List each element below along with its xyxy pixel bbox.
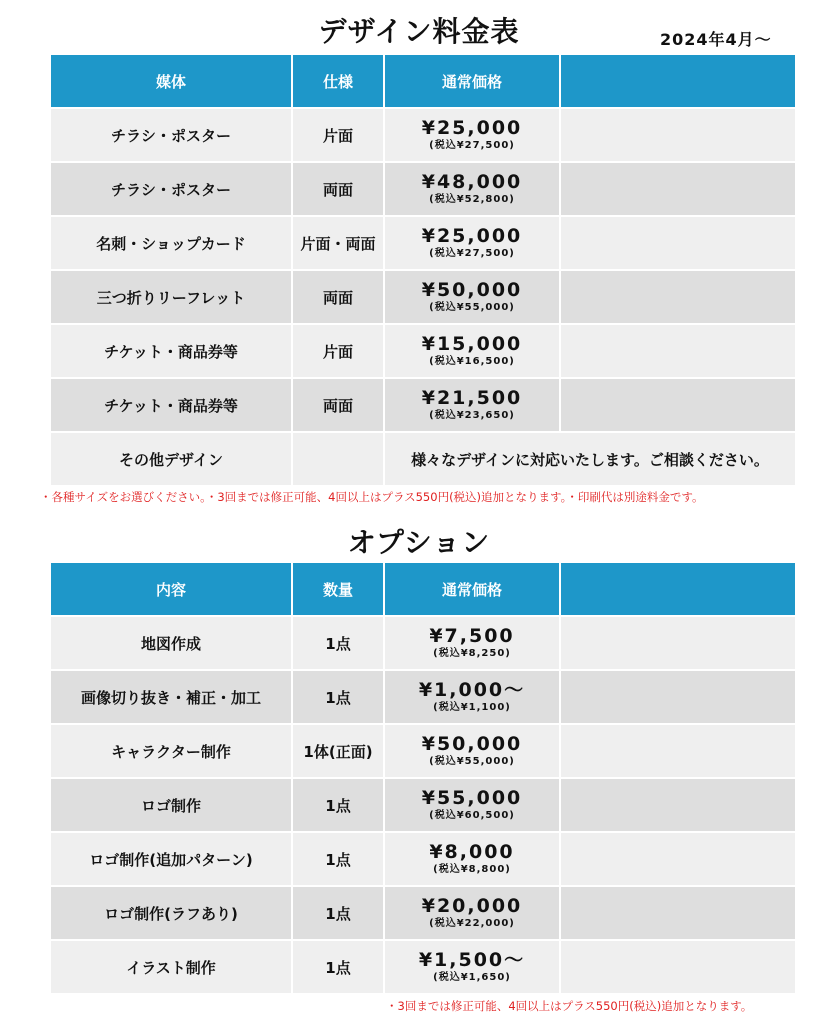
page-title: デザイン料金表 xyxy=(318,15,520,48)
table-row xyxy=(51,377,795,431)
design-pricing-table xyxy=(51,55,795,485)
price-value: ¥20,000 xyxy=(421,895,523,917)
other-design-note: 様々なデザインに対応いたします。ご相談ください。 xyxy=(385,431,795,485)
price-tax: (税込¥8,800) xyxy=(433,864,511,875)
media-cell: チケット・商品券等 xyxy=(51,377,293,431)
media-cell: その他デザイン xyxy=(51,431,293,485)
price-value: ¥50,000 xyxy=(421,279,523,301)
media-cell: チラシ・ポスター xyxy=(51,161,293,215)
header-blank xyxy=(561,563,795,615)
price-value: ¥15,000 xyxy=(421,333,523,355)
price-tax: (税込¥1,650) xyxy=(433,972,511,983)
price-value: ¥55,000 xyxy=(421,787,523,809)
header-price: 通常価格 xyxy=(385,55,561,107)
blank-cell xyxy=(561,269,795,323)
price-cell xyxy=(385,615,561,669)
pricing-footnote: ・各種サイズをお選びください。・3回までは修正可能、4回以上はプラス550円(税込)追加となります。・印刷代は別途料金です。 xyxy=(40,490,704,504)
table-header-row xyxy=(51,563,795,615)
item-cell: ロゴ制作(ラフあり) xyxy=(51,885,293,939)
blank-cell xyxy=(561,107,795,161)
table-row xyxy=(51,161,795,215)
price-cell xyxy=(385,107,561,161)
table-row xyxy=(51,107,795,161)
table-row xyxy=(51,939,795,993)
qty-cell: 1点 xyxy=(293,669,385,723)
table-row xyxy=(51,215,795,269)
blank-cell xyxy=(561,831,795,885)
qty-cell: 1点 xyxy=(293,939,385,993)
price-tax: (税込¥27,500) xyxy=(429,140,515,151)
media-cell: チラシ・ポスター xyxy=(51,107,293,161)
media-cell: 三つ折りリーフレット xyxy=(51,269,293,323)
price-cell xyxy=(385,723,561,777)
price-cell xyxy=(385,269,561,323)
spec-cell xyxy=(293,431,385,485)
price-value: ¥1,500〜 xyxy=(418,949,526,971)
price-tax: (税込¥23,650) xyxy=(429,410,515,421)
blank-cell xyxy=(561,161,795,215)
media-cell: チケット・商品券等 xyxy=(51,323,293,377)
price-tax: (税込¥8,250) xyxy=(433,648,511,659)
price-tax: (税込¥27,500) xyxy=(429,248,515,259)
table-row xyxy=(51,777,795,831)
price-cell xyxy=(385,939,561,993)
price-cell xyxy=(385,831,561,885)
price-value: ¥25,000 xyxy=(421,117,523,139)
qty-cell: 1点 xyxy=(293,615,385,669)
price-value: ¥50,000 xyxy=(421,733,523,755)
header-item: 内容 xyxy=(51,563,293,615)
price-value: ¥8,000 xyxy=(429,841,515,863)
blank-cell xyxy=(561,669,795,723)
effective-date: 2024年4月〜 xyxy=(660,30,772,49)
price-tax: (税込¥55,000) xyxy=(429,756,515,767)
header-blank xyxy=(561,55,795,107)
price-cell xyxy=(385,161,561,215)
price-cell xyxy=(385,777,561,831)
price-tax: (税込¥16,500) xyxy=(429,356,515,367)
media-cell: 名刺・ショップカード xyxy=(51,215,293,269)
spec-cell: 両面 xyxy=(293,377,385,431)
table-row xyxy=(51,269,795,323)
header-qty: 数量 xyxy=(293,563,385,615)
header-media: 媒体 xyxy=(51,55,293,107)
options-pricing-table xyxy=(51,563,795,993)
price-tax: (税込¥1,100) xyxy=(433,702,511,713)
blank-cell xyxy=(561,777,795,831)
table-row xyxy=(51,723,795,777)
spec-cell: 両面 xyxy=(293,161,385,215)
table-row xyxy=(51,615,795,669)
options-footnote: ・3回までは修正可能、4回以上はプラス550円(税込)追加となります。 xyxy=(386,999,753,1013)
qty-cell: 1点 xyxy=(293,831,385,885)
qty-cell: 1点 xyxy=(293,777,385,831)
table-row xyxy=(51,323,795,377)
qty-cell: 1点 xyxy=(293,885,385,939)
price-cell xyxy=(385,323,561,377)
price-cell xyxy=(385,885,561,939)
table-row-other xyxy=(51,431,795,485)
item-cell: イラスト制作 xyxy=(51,939,293,993)
item-cell: 画像切り抜き・補正・加工 xyxy=(51,669,293,723)
price-tax: (税込¥55,000) xyxy=(429,302,515,313)
item-cell: ロゴ制作(追加パターン) xyxy=(51,831,293,885)
price-tax: (税込¥52,800) xyxy=(429,194,515,205)
spec-cell: 片面・両面 xyxy=(293,215,385,269)
header-spec: 仕様 xyxy=(293,55,385,107)
item-cell: ロゴ制作 xyxy=(51,777,293,831)
spec-cell: 片面 xyxy=(293,107,385,161)
item-cell: 地図作成 xyxy=(51,615,293,669)
price-value: ¥21,500 xyxy=(421,387,523,409)
price-cell xyxy=(385,669,561,723)
price-value: ¥1,000〜 xyxy=(418,679,526,701)
price-cell xyxy=(385,215,561,269)
qty-cell: 1体(正面) xyxy=(293,723,385,777)
blank-cell xyxy=(561,723,795,777)
blank-cell xyxy=(561,377,795,431)
blank-cell xyxy=(561,939,795,993)
table-row xyxy=(51,669,795,723)
blank-cell xyxy=(561,215,795,269)
price-tax: (税込¥22,000) xyxy=(429,918,515,929)
table-row xyxy=(51,885,795,939)
price-value: ¥48,000 xyxy=(421,171,523,193)
price-value: ¥25,000 xyxy=(421,225,523,247)
price-value: ¥7,500 xyxy=(429,625,515,647)
blank-cell xyxy=(561,323,795,377)
spec-cell: 両面 xyxy=(293,269,385,323)
blank-cell xyxy=(561,885,795,939)
header-price: 通常価格 xyxy=(385,563,561,615)
spec-cell: 片面 xyxy=(293,323,385,377)
item-cell: キャラクター制作 xyxy=(51,723,293,777)
price-cell xyxy=(385,377,561,431)
blank-cell xyxy=(561,615,795,669)
price-tax: (税込¥60,500) xyxy=(429,810,515,821)
options-title: オプション xyxy=(347,526,491,559)
table-header-row xyxy=(51,55,795,107)
table-row xyxy=(51,831,795,885)
